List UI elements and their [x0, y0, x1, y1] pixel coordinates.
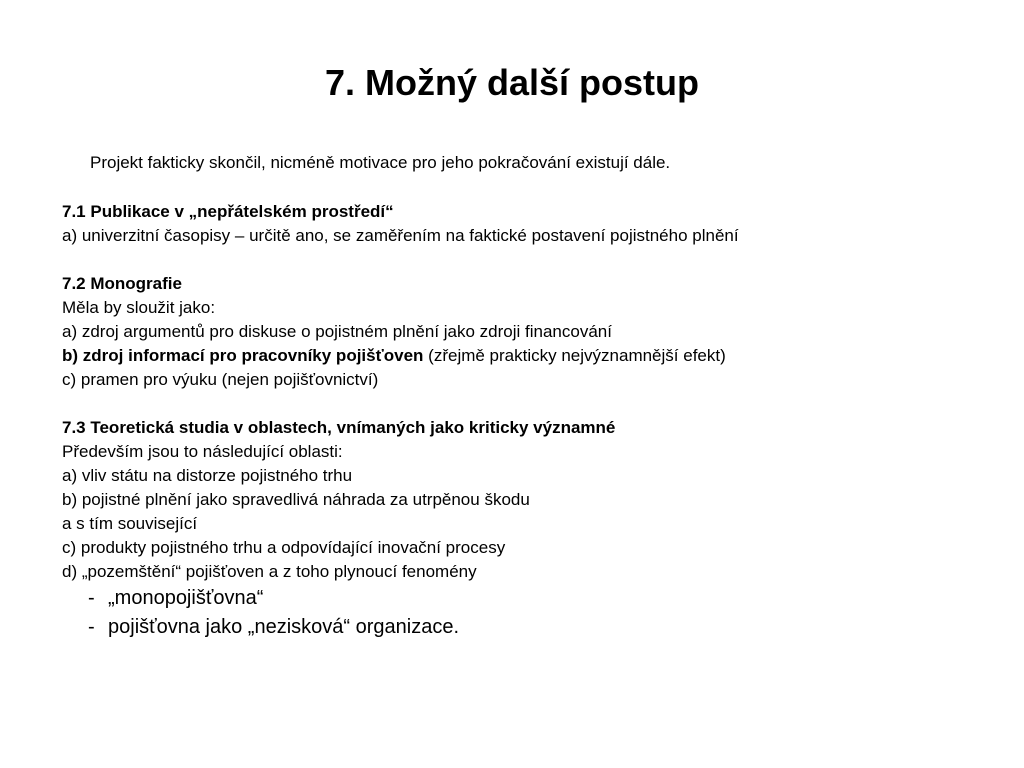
section-7-2-heading: 7.2 Monografie: [62, 274, 182, 293]
section-7-2-item-c: c) pramen pro výuku (nejen pojišťovnictví): [62, 370, 379, 389]
slide-content: [62, 200, 982, 642]
section-7-3-item-b: b) pojistné plnění jako spravedlivá náhrada za utrpěnou škodu: [62, 490, 530, 509]
section-7-2-item-a: a) zdroj argumentů pro diskuse o pojistném plnění jako zdroji financování: [62, 322, 612, 341]
spacer: [62, 392, 982, 416]
section-7-3-lead: Především jsou to následující oblasti:: [62, 442, 343, 461]
intro-text: Projekt fakticky skončil, nicméně motivace pro jeho pokračování existují dále.: [90, 153, 671, 172]
slide-title: 7. Možný další postup: [324, 62, 700, 103]
spacer: [62, 248, 982, 272]
section-7-2-lead: Měla by sloužit jako:: [62, 298, 216, 317]
section-7-2-item-b-rest: (zřejmě prakticky nejvýznamnější efekt): [423, 346, 726, 365]
subitem-1-text: „monopojišťovna“: [108, 587, 264, 609]
section-7-3-heading: 7.3 Teoretická studia v oblastech, vnímaných jako kriticky významné: [62, 418, 616, 437]
dash-bullet: -: [88, 587, 95, 609]
section-7-3-item-b-continuation: a s tím související: [62, 514, 198, 533]
subitem-2-text: pojišťovna jako „nezisková“ organizace.: [108, 616, 460, 638]
section-7-3-subitem-2: [62, 613, 982, 642]
section-7-2-item-b: [62, 344, 982, 368]
section-7-3-item-a: a) vliv státu na distorze pojistného trhu: [62, 466, 353, 485]
section-7-1-heading: 7.1 Publikace v „nepřátelském prostředí“: [62, 202, 394, 221]
section-7-3-subitem-1: [62, 584, 982, 613]
dash-bullet: -: [88, 616, 95, 638]
section-7-3-item-d: d) „pozemštění“ pojišťoven a z toho plynoucí fenomény: [62, 562, 477, 581]
section-7-3-item-c: c) produkty pojistného trhu a odpovídající inovační procesy: [62, 538, 506, 557]
section-7-1-item-a: a) univerzitní časopisy – určitě ano, se zaměřením na faktické postavení pojistného plnění: [62, 226, 739, 245]
section-7-2-item-b-bold: b) zdroj informací pro pracovníky pojišťoven: [62, 346, 424, 365]
